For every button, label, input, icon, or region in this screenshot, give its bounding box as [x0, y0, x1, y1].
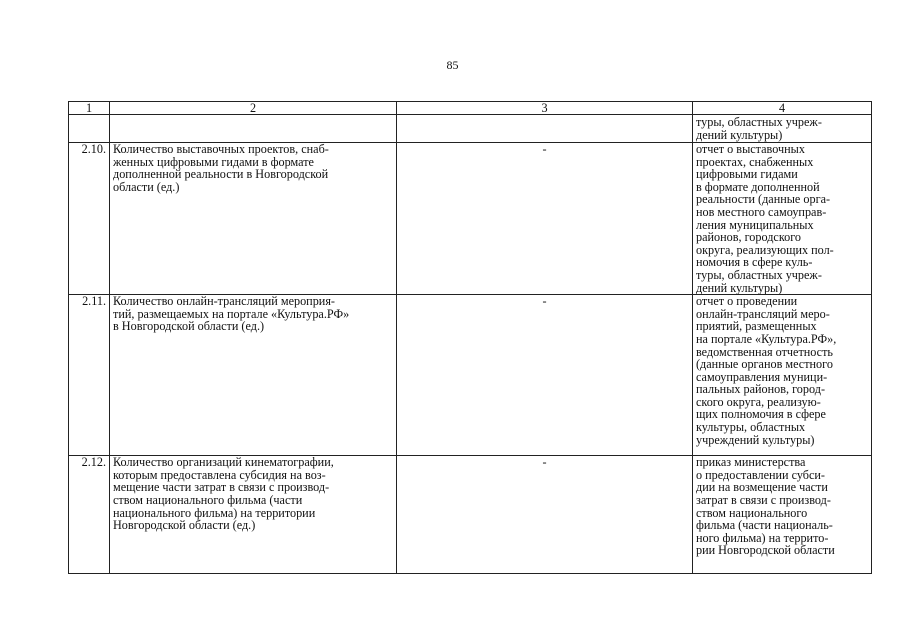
data-source: отчет о проведении онлайн-трансляций меро- приятий, размещенных на портале «Культура.РФ», ведомственная отчетность (данные органов местного самоуправления муници- пальных районов, город- ского округа, реализую- щих полномочия в сфере культуры, областных учреждений культуры) — [693, 295, 872, 456]
table-row — [69, 143, 872, 295]
indicator-value — [397, 115, 693, 143]
indicator-name: Количество выставочных проектов, снаб- женных цифровыми гидами в формате дополненной реальности в Новгородской области (ед.) — [110, 143, 397, 295]
row-number: 2.10. — [69, 143, 110, 295]
column-header-4: 4 — [693, 102, 872, 115]
column-header-3: 3 — [397, 102, 693, 115]
data-source: отчет о выставочных проектах, снабженных цифровыми гидами в формате дополненной реальности (данные орга- нов местного самоуправ- ления муниципальных районов, городского округа, реализующих пол- номочия в сфере куль- туры, областных учреж- дений культуры) — [693, 143, 872, 295]
indicator-value: - — [397, 295, 693, 456]
column-header-1: 1 — [69, 102, 110, 115]
row-number: 2.12. — [69, 456, 110, 574]
row-number — [69, 115, 110, 143]
row-number: 2.11. — [69, 295, 110, 456]
data-source: туры, областных учреж- дений культуры) — [693, 115, 872, 143]
indicator-name — [110, 115, 397, 143]
table-row — [69, 295, 872, 456]
table-header-row — [69, 102, 872, 115]
page-number: 85 — [446, 58, 459, 72]
data-source: приказ министерства о предоставлении субси- дии на возмещение части затрат в связи с производ- ством национального фильма (части националь- ного фильма) на террито- рии Новгородской области — [693, 456, 872, 574]
table-row — [69, 456, 872, 574]
column-header-2: 2 — [110, 102, 397, 115]
indicator-value: - — [397, 143, 693, 295]
indicator-name: Количество онлайн-трансляций мероприя- тий, размещаемых на портале «Культура.РФ» в Новгородской области (ед.) — [110, 295, 397, 456]
indicator-value: - — [397, 456, 693, 574]
indicators-table — [68, 101, 872, 574]
indicator-name: Количество организаций кинематографии, которым предоставлена субсидия на воз- мещение части затрат в связи с производ- ством национального фильма (части национального фильма) на территории Новгородской области (ед.) — [110, 456, 397, 574]
table-row-continuation — [69, 115, 872, 143]
